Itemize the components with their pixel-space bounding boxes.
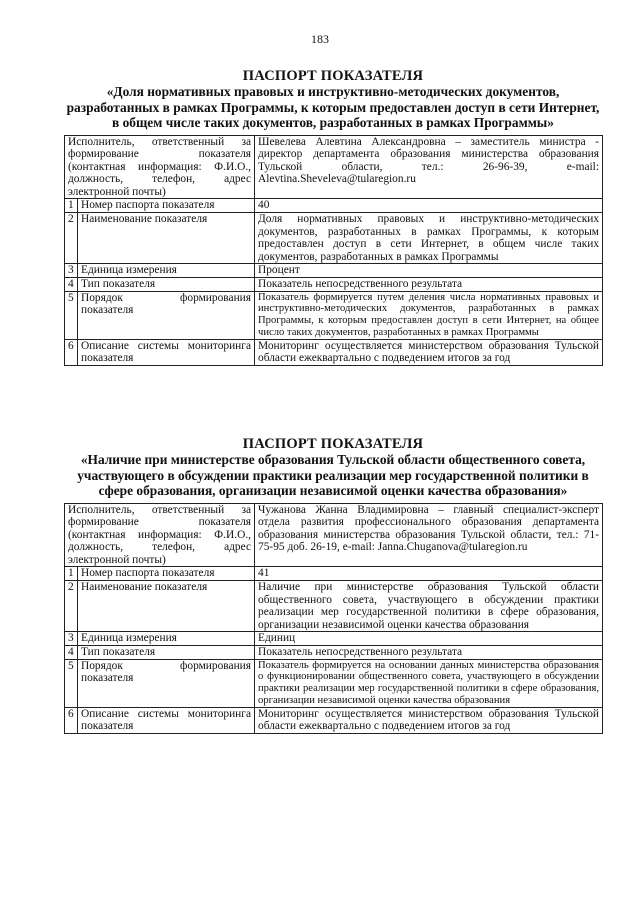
executor-label: Исполнитель, ответственный за формирование показателя (контактная информация: Ф.И.О., должность, телефон, адрес электронной почты) [65,135,255,199]
row-number: 6 [65,339,78,365]
row-number: 4 [65,646,78,660]
row-value: Наличие при министерстве образования Тульской области общественного совета, участвующего в обсуждении практики реализации мер государственной политики в сфере образования, организации независимой оценки качества образования [255,581,603,632]
table-row [65,646,603,660]
row-label: Номер паспорта показателя [78,567,255,581]
executor-value: Шевелева Алевтина Александровна – заместитель министра - директор департамента образования министерства образования Тульской области, тел.: 26-96-39, e-mail: Alevtina.Sheveleva@tularegion.ru [255,135,603,199]
row-label: Номер паспорта показателя [78,199,255,213]
table-row [65,213,603,264]
row-label: Единица измерения [78,632,255,646]
row-value: 40 [255,199,603,213]
indicator-passport-40 [64,68,602,366]
table-row-executor [65,503,603,567]
passport-title: ПАСПОРТ ПОКАЗАТЕЛЯ [242,436,424,452]
row-label: Описание системы мониторинга показателя [78,707,255,733]
page-number: 183 [311,32,329,46]
row-value: Процент [255,264,603,278]
table-row [65,291,603,339]
passport-table [64,135,603,367]
passport-subtitle: «Наличие при министерстве образования Тульской области общественного совета, участвующего в обсуждении практики реализации мер государственной политики в сфере образования, организации независимой оценки качества образования» [77,452,589,498]
row-label: Порядок формирования показателя [78,659,255,707]
row-value: Единиц [255,632,603,646]
table-row [65,264,603,278]
row-label: Описание системы мониторинга показателя [78,339,255,365]
row-value: Показатель непосредственного результата [255,646,603,660]
table-row [65,707,603,733]
row-number: 2 [65,213,78,264]
row-number: 5 [65,659,78,707]
table-row-executor [65,135,603,199]
table-row [65,581,603,632]
row-value: 41 [255,567,603,581]
row-number: 6 [65,707,78,733]
passport-table [64,503,603,735]
row-value: Мониторинг осуществляется министерством образования Тульской области ежеквартально с подведением итогов за год [255,707,603,733]
table-row [65,567,603,581]
row-number: 2 [65,581,78,632]
row-value: Показатель формируется путем деления числа нормативных правовых и инструктивно-методических документов, разработанных в рамках Программы, к которым предоставлен доступ в сети Интернет, на общее число таких документов, разработанных в рамках Программы [255,291,603,339]
table-row [65,278,603,292]
row-number: 3 [65,632,78,646]
table-row [65,339,603,365]
passport-subtitle: «Доля нормативных правовых и инструктивно-методических документов, разработанных в рамках Программы, к которым предоставлен доступ в сети Интернет, в общем числе таких документов, разработанных в рамках Программы» [66,84,600,130]
row-number: 5 [65,291,78,339]
row-label: Порядок формирования показателя [78,291,255,339]
table-row [65,659,603,707]
row-label: Тип показателя [78,278,255,292]
row-value: Мониторинг осуществляется министерством образования Тульской области ежеквартально с подведением итогов за год [255,339,603,365]
row-label: Тип показателя [78,646,255,660]
row-number: 1 [65,199,78,213]
row-value: Доля нормативных правовых и инструктивно-методических документов, разработанных в рамках Программы, к которым предоставлен доступ в сети Интернет, в общем числе таких документов, разработанных в рамках Программы [255,213,603,264]
table-row [65,632,603,646]
executor-value: Чужанова Жанна Владимировна – главный специалист-эксперт отдела развития профессионального образования департамента образования министерства образования Тульской области, тел.: 71-75-95 доб. 26-19, e-mail: Janna.Chuganova@tularegion.ru [255,503,603,567]
row-number: 4 [65,278,78,292]
row-value: Показатель формируется на основании данных министерства образования о функционировании общественного совета, участвующего в обсуждении практики реализации мер государственной политики в сфере образования, организации независимой оценки качества образования [255,659,603,707]
row-label: Наименование показателя [78,581,255,632]
row-number: 3 [65,264,78,278]
row-label: Единица измерения [78,264,255,278]
passport-title: ПАСПОРТ ПОКАЗАТЕЛЯ [242,68,424,84]
indicator-passport-41 [64,436,602,734]
row-number: 1 [65,567,78,581]
executor-label: Исполнитель, ответственный за формирование показателя (контактная информация: Ф.И.О., должность, телефон, адрес электронной почты) [65,503,255,567]
row-value: Показатель непосредственного результата [255,278,603,292]
table-row [65,199,603,213]
row-label: Наименование показателя [78,213,255,264]
